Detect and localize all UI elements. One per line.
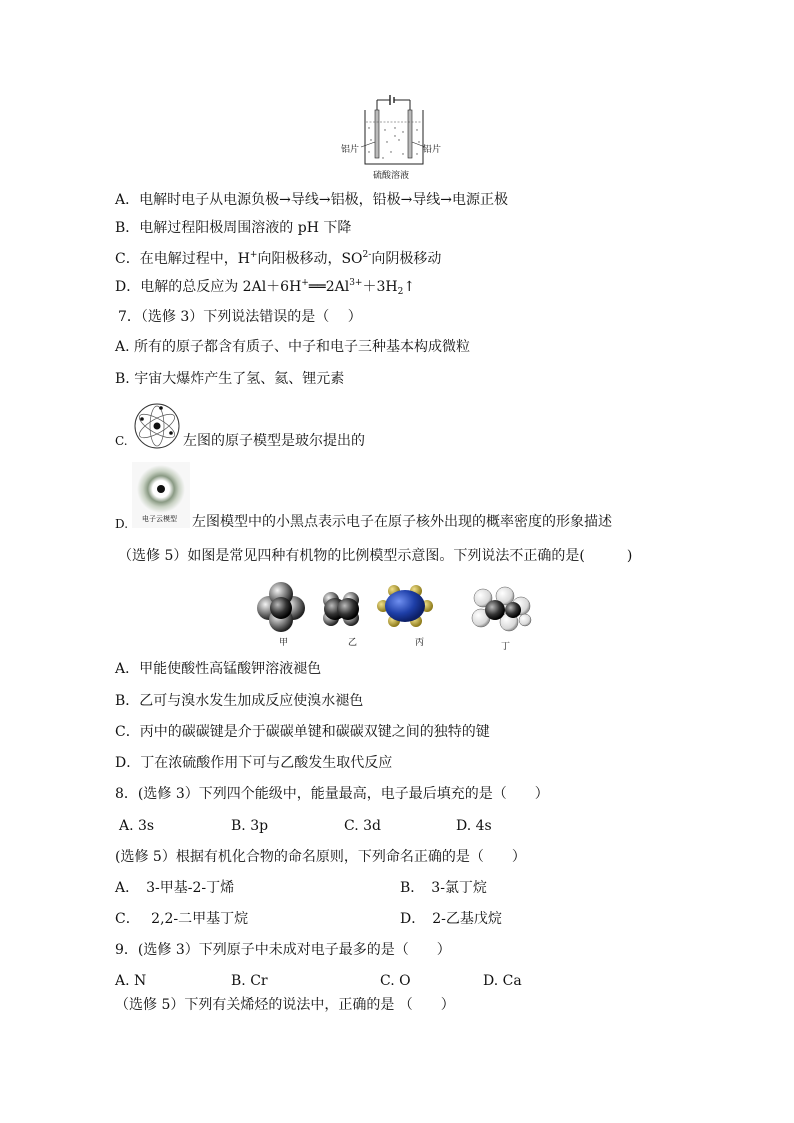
- q6-option-d: [115, 274, 415, 301]
- q8-alt-option-c: C． 2,2-二甲基丁烷: [115, 911, 249, 927]
- q6-option-b: B．电解过程阳极周围溶液的 pH 下降: [115, 220, 352, 236]
- q8-alt-option-a: A． 3-甲基-2-丁烯: [115, 880, 235, 896]
- q6-option-d-sup-2: 3+: [349, 278, 363, 288]
- solution-caption: 硫酸溶液: [373, 171, 410, 181]
- electrolysis-diagram: [335, 92, 450, 180]
- q7-option-d-letter: D.: [115, 517, 129, 531]
- ethanol-model: [472, 587, 531, 631]
- q6-option-d-text-3: ＋3H: [362, 279, 398, 295]
- q6-option-d-sup-1: +: [301, 278, 309, 288]
- q7-option-b: B. 宇宙大爆炸产生了氢、氦、锂元素: [115, 371, 345, 387]
- electron-cloud-caption: 电子云模型: [142, 515, 177, 523]
- molecule-label-2: 乙: [348, 638, 358, 648]
- q6-option-d-sub: 2: [397, 287, 404, 297]
- q8-option-a: A. 3s: [119, 818, 155, 834]
- q6-option-c-sup-1: +: [249, 250, 258, 260]
- molecule-models-figure: [255, 580, 545, 650]
- q7-option-c-text: 左图的原子模型是玻尔提出的: [183, 433, 365, 449]
- q9-option-b: B. Cr: [231, 973, 268, 989]
- q8-alt-option-d: D． 2-乙基戊烷: [400, 911, 502, 927]
- q8-option-c: C. 3d: [344, 818, 381, 834]
- molecule-label-4: 丁: [501, 642, 511, 652]
- q9-alt-stem: （选修 5）下列有关烯烃的说法中，正确的是 （ ）: [115, 997, 455, 1013]
- methane-model: [257, 582, 305, 632]
- q8-option-d: D. 4s: [456, 818, 492, 834]
- q7-alt-option-a: A．甲能使酸性高锰酸钾溶液褪色: [115, 661, 322, 677]
- benzene-model: [377, 585, 433, 627]
- q6-option-c-text-2: 向阳极移动，SO: [257, 251, 363, 267]
- molecule-label-3: 丙: [415, 638, 425, 648]
- q9-option-c: C. O: [380, 973, 411, 989]
- left-electrode-label: 铝片: [341, 145, 360, 155]
- q6-option-d-text-2: ══2Al: [308, 279, 350, 295]
- q7-alt-option-b: B．乙可与溴水发生加成反应使溴水褪色: [115, 693, 364, 709]
- q6-option-d-text-4: ↑: [403, 279, 416, 295]
- q7-stem: 7．（选修 3）下列说法错误的是（ ）: [118, 309, 362, 325]
- q9-stem: 9．(选修 3）下列原子中未成对电子最多的是（ ）: [115, 942, 451, 958]
- right-electrode-label: 铅片: [423, 145, 442, 155]
- q8-stem: 8．(选修 3）下列四个能级中，能量最高，电子最后填充的是（ ）: [115, 786, 549, 802]
- q6-option-c-sup-2: 2-: [362, 250, 372, 260]
- q7-alt-option-c: C．丙中的碳碳键是介于碳碳单键和碳碳双键之间的独特的键: [115, 724, 490, 740]
- q7-option-d-text: 左图模型中的小黑点表示电子在原子核外出现的概率密度的形象描述: [192, 514, 612, 530]
- q6-option-a: A．电解时电子从电源负极→导线→铝极，铅极→导线→电源正极: [115, 192, 509, 208]
- bohr-atom-icon: [133, 402, 181, 450]
- molecule-label-1: 甲: [279, 638, 289, 648]
- q8-alt-stem: (选修 5）根据有机化合物的命名原则，下列命名正确的是（ ）: [115, 849, 526, 865]
- electron-cloud-model-image: [132, 462, 190, 528]
- q6-option-c-text-3: 向阴极移动: [371, 251, 442, 267]
- q6-option-c-text-1: C．在电解过程中，H: [115, 251, 250, 267]
- electron-cloud-icon: [132, 462, 190, 516]
- bohr-atom-model-image: [133, 402, 181, 450]
- q7-alt-option-d: D．丁在浓硫酸作用下可与乙酸发生取代反应: [115, 755, 393, 771]
- q6-option-c: [115, 246, 441, 268]
- q9-option-d: D. Ca: [483, 973, 522, 989]
- ethylene-model: [323, 592, 359, 626]
- q7-alt-stem: （选修 5）如图是常见四种有机物的比例模型示意图。下列说法不正确的是( ): [118, 548, 633, 564]
- q8-alt-option-b: B． 3-氯丁烷: [400, 880, 487, 896]
- q7-option-c-letter: C.: [115, 434, 128, 448]
- q9-option-a: A. N: [115, 973, 147, 989]
- q7-option-a: A. 所有的原子都含有质子、中子和电子三种基本构成微粒: [115, 339, 471, 355]
- q8-option-b: B. 3p: [231, 818, 269, 834]
- electrolysis-figure: [335, 92, 450, 180]
- q6-option-d-text-1: D．电解的总反应为 2Al＋6H: [115, 279, 302, 295]
